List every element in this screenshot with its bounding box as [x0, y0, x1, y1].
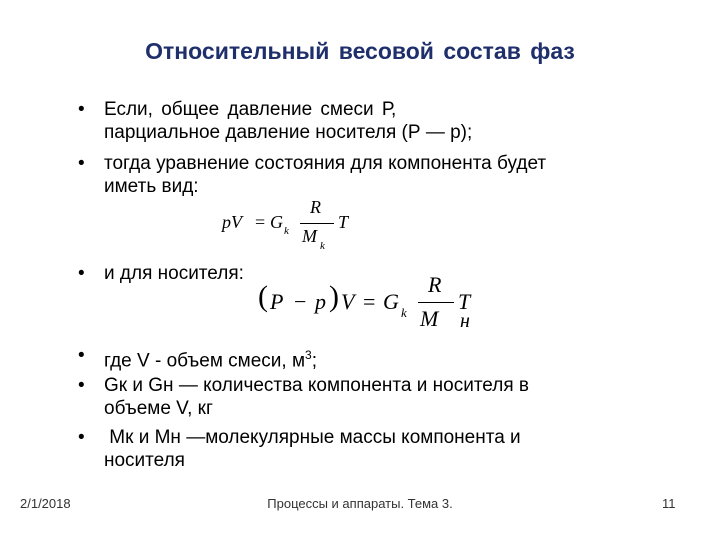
formula-equals: =: [363, 289, 376, 314]
formula-denominator-m: M: [420, 306, 439, 331]
formula-denominator-m: M: [302, 226, 317, 246]
footer-title: Процессы и аппараты. Тема 3.: [267, 496, 453, 511]
formula-g: G: [270, 212, 283, 232]
bullet-3-line-1: и для носителя:: [104, 263, 244, 284]
bullet-6-line-1: Мк и Мн —молекулярные массы компонента и: [104, 427, 521, 448]
fraction-bar: [300, 223, 334, 224]
footer-date: 2/1/2018: [20, 496, 71, 511]
bullet-1-line-1: Если, общее давление смеси Р,: [104, 99, 397, 120]
formula-numerator-r: R: [310, 197, 321, 217]
bullet-marker: •: [78, 375, 85, 396]
formula-t: T: [338, 212, 349, 232]
bullet-4-superscript: 3: [305, 348, 312, 362]
formula-component-state-equation: [222, 196, 362, 256]
formula-m-subscript-k: k: [320, 240, 325, 252]
slide-title: Относительный весовой состав фаз: [145, 38, 575, 64]
fraction-bar: [418, 302, 454, 303]
bullet-marker: •: [78, 427, 85, 448]
formula-p-lower: p: [315, 289, 326, 314]
formula-lparen: (: [258, 280, 268, 313]
bullet-marker: •: [78, 153, 85, 174]
bullet-2-line-1: тогда уравнение состояния для компонента будет: [104, 153, 547, 174]
formula-t: T: [458, 289, 471, 314]
bullet-4-text: где V - объем смеси, м: [104, 350, 306, 372]
bullet-marker: •: [78, 263, 85, 284]
formula-rparen: ): [329, 280, 339, 313]
bullet-2-line-2: иметь вид:: [104, 176, 199, 197]
footer-page-number: 11: [662, 496, 676, 511]
formula-carrier-state-equation: [258, 274, 488, 336]
formula-g-subscript-k: k: [284, 225, 289, 237]
formula-p-upper: P: [270, 289, 284, 314]
bullet-5-line-1: Gк и Gн — количества компонента и носителя в: [104, 375, 529, 396]
formula-g: G: [383, 289, 399, 314]
bullet-marker: •: [78, 99, 85, 120]
bullet-5-line-2: объеме V, кг: [104, 398, 213, 419]
formula-numerator-r: R: [428, 272, 442, 297]
formula-pv: pV: [222, 212, 242, 232]
bullet-marker: •: [78, 345, 85, 366]
formula-g-subscript-k: k: [401, 305, 407, 320]
formula-equals: =: [255, 212, 266, 232]
formula-subscript-n: н: [460, 310, 470, 332]
bullet-1-line-2: парциальное давление носителя (Р — р);: [104, 122, 473, 143]
bullet-6-line-2: носителя: [104, 450, 185, 471]
bullet-4-end: ;: [311, 350, 317, 372]
formula-minus: −: [294, 289, 307, 314]
formula-v: V: [341, 289, 355, 314]
